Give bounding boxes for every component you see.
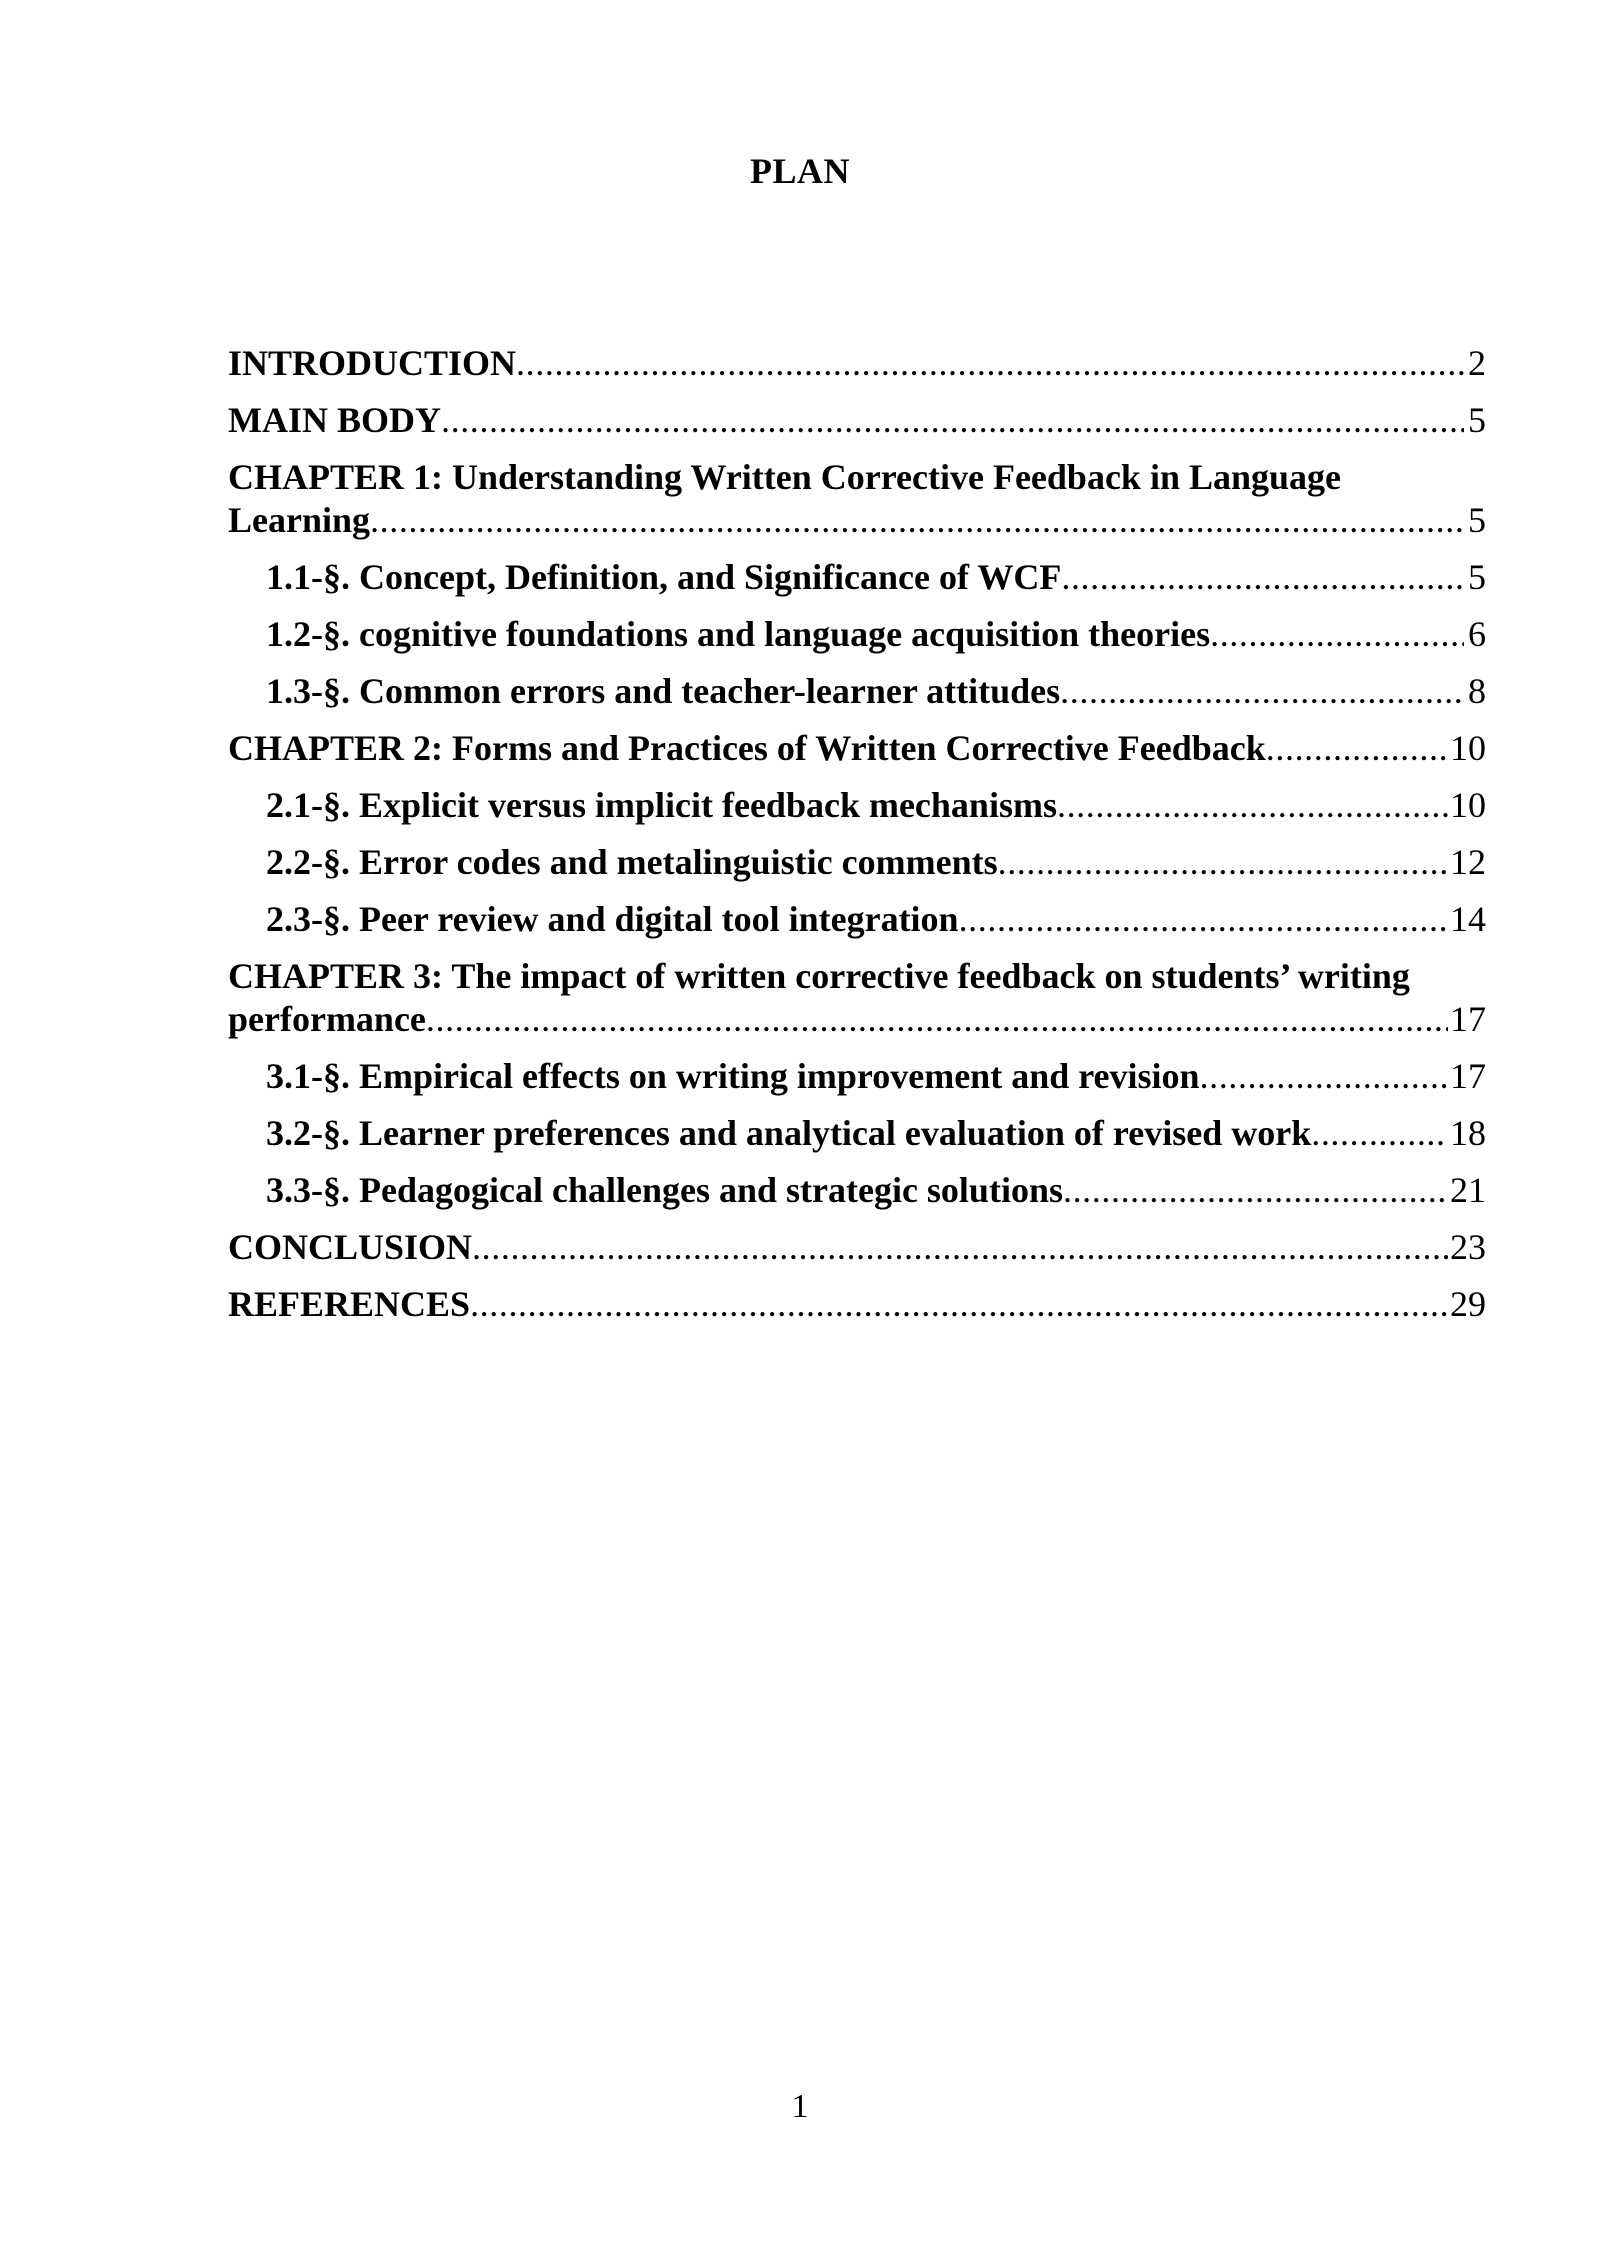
toc-entry-page: 14 [1450,899,1486,939]
toc-entry-section-2-2[interactable] [228,841,1486,884]
dot-leader [470,1283,1448,1326]
toc-entry-section-3-3[interactable] [228,1169,1486,1212]
toc-entry-label: 1.1-§. Concept, Definition, and Significance of WCF [266,557,1062,597]
toc-entry-label: REFERENCES [228,1284,471,1324]
dot-leader [516,342,1464,385]
toc-entry-main-body[interactable] [228,399,1486,442]
toc-entry-label: 2.3-§. Peer review and digital tool integration [266,899,959,939]
toc-entry-label-line-1: CHAPTER 3: The impact of written corrective feedback on students’ writing [228,956,1410,996]
dot-leader [1063,1169,1448,1212]
toc-entry-label: 1.3-§. Common errors and teacher-learner attitudes [266,671,1061,711]
toc-entry-section-1-3[interactable] [228,670,1486,713]
toc-entry-page: 5 [1468,557,1486,597]
toc-entry-chapter-3[interactable] [228,955,1486,1041]
toc-entry-chapter-1[interactable] [228,456,1486,542]
dot-leader [959,898,1448,941]
toc-entry-section-2-3[interactable] [228,898,1486,941]
toc-entry-page: 6 [1468,614,1486,654]
toc-entry-page: 10 [1450,785,1486,825]
toc-entry-references[interactable] [228,1283,1486,1326]
toc-entry-page: 21 [1450,1170,1486,1210]
table-of-contents [228,342,1486,1340]
dot-leader [472,1226,1448,1269]
dot-leader [1266,727,1448,770]
toc-entry-label: 1.2-§. cognitive foundations and language acquisition theories [266,614,1211,654]
toc-entry-label: INTRODUCTION [228,343,517,383]
toc-entry-page: 12 [1450,842,1486,882]
dot-leader [441,399,1464,442]
toc-entry-introduction[interactable] [228,342,1486,385]
dot-leader [998,841,1448,884]
toc-entry-label: Learning [228,500,371,540]
dot-leader [1200,1055,1448,1098]
toc-entry-page: 29 [1450,1284,1486,1324]
dot-leader [1060,670,1464,713]
toc-entry-page: 10 [1450,728,1486,768]
toc-entry-section-1-2[interactable] [228,613,1486,656]
toc-entry-section-2-1[interactable] [228,784,1486,827]
page-number: 1 [791,2088,809,2125]
toc-entry-conclusion[interactable] [228,1226,1486,1269]
toc-entry-page: 8 [1468,671,1486,711]
toc-entry-page: 5 [1468,500,1486,540]
toc-entry-page: 2 [1468,343,1486,383]
dot-leader [1061,556,1464,599]
dot-leader [1311,1112,1448,1155]
toc-entry-section-1-1[interactable] [228,556,1486,599]
toc-entry-label: MAIN BODY [228,400,441,440]
toc-entry-chapter-2[interactable] [228,727,1486,770]
toc-entry-page: 18 [1450,1113,1486,1153]
toc-entry-label: 2.1-§. Explicit versus implicit feedback mechanisms [266,785,1057,825]
toc-entry-label: 3.1-§. Empirical effects on writing improvement and revision [266,1056,1200,1096]
toc-entry-label-line-1: CHAPTER 1: Understanding Written Corrective Feedback in Language [228,457,1341,497]
toc-entry-page: 23 [1450,1227,1486,1267]
dot-leader [370,499,1464,542]
toc-entry-section-3-2[interactable] [228,1112,1486,1155]
toc-entry-label: 3.3-§. Pedagogical challenges and strategic solutions [266,1170,1063,1210]
toc-entry-section-3-1[interactable] [228,1055,1486,1098]
toc-entry-page: 17 [1450,1056,1486,1096]
toc-entry-page: 17 [1450,999,1486,1039]
toc-entry-label: 3.2-§. Learner preferences and analytical evaluation of revised work [266,1113,1312,1153]
page-title: PLAN [750,151,850,191]
dot-leader [1210,613,1464,656]
dot-leader [426,998,1448,1041]
toc-entry-page: 5 [1468,400,1486,440]
dot-leader [1057,784,1448,827]
toc-entry-label: CONCLUSION [228,1227,473,1267]
toc-entry-label: CHAPTER 2: Forms and Practices of Written Corrective Feedback [228,728,1266,768]
toc-entry-label: performance [228,999,426,1039]
toc-entry-label: 2.2-§. Error codes and metalinguistic comments [266,842,998,882]
